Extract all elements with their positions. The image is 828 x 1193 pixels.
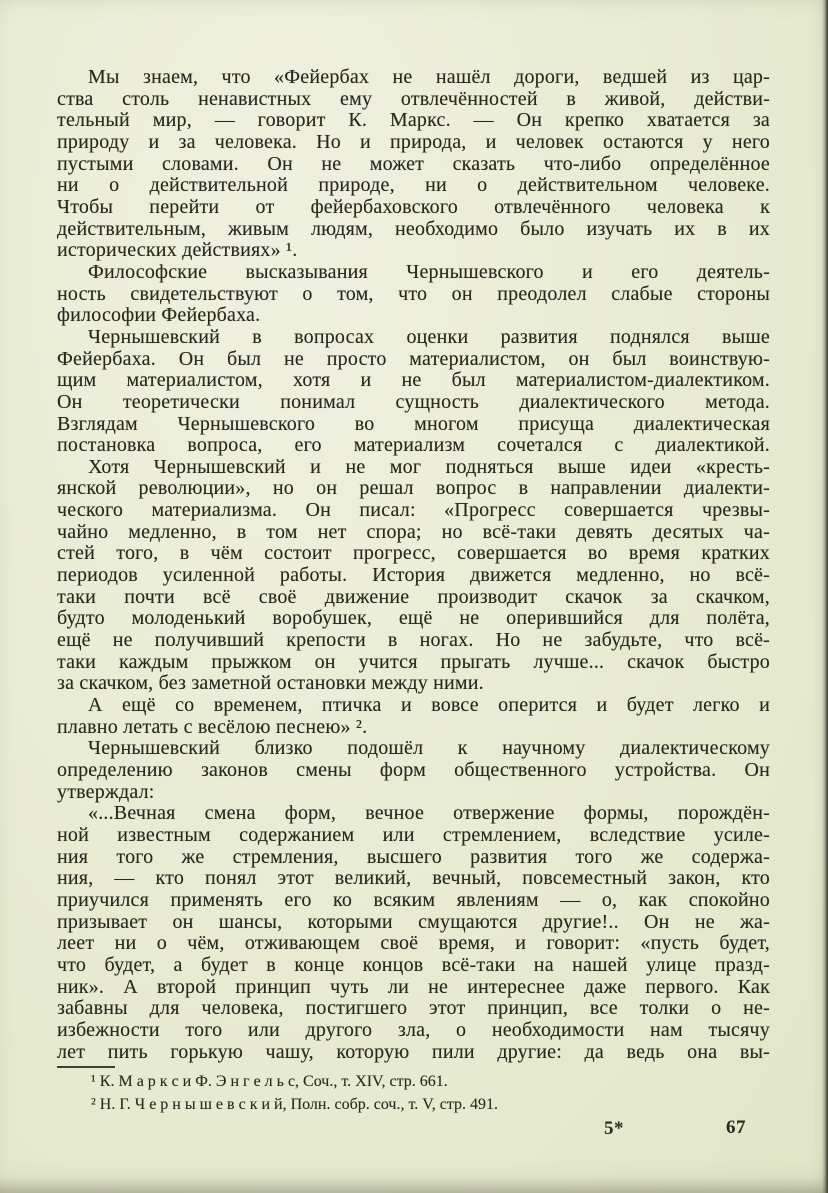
- text-line: Хотя Чернышевский и не мог подняться выше идеи «кресть-: [88, 455, 770, 478]
- text-line: ещё не получивший крепости в ногах. Но не забудьте, что всё-: [57, 629, 770, 652]
- text-line: приучился применять его ко всяким явлениям — о, как спокойно: [57, 888, 770, 911]
- paragraph: [57, 738, 770, 803]
- text-line: стей того, в чём состоит прогресс, совершается во время кратких: [57, 542, 770, 565]
- text-line: Взглядам Чернышевского во многом присуща диалектическая: [57, 412, 770, 435]
- text-line: периодов усиленной работы. История движется медленно, но всё-: [57, 564, 770, 587]
- text-line: действительным, живым людям, необходимо было изучать их в их: [57, 217, 770, 240]
- text-line: забавны для человека, постигшего этот принцип, все толки о не-: [57, 997, 770, 1020]
- footnote-divider: [57, 1066, 115, 1068]
- text-line: Философские высказывания Чернышевского и его деятель-: [88, 260, 770, 283]
- text-line: утверждал:: [57, 780, 155, 803]
- text-line: Фейербаха. Он был не просто материалистом, он был воинствую-: [57, 347, 770, 370]
- text-line: А ещё со временем, птичка и вовсе оперится и будет легко и: [88, 694, 770, 717]
- text-line: природу и за человека. Но и природа, и человек остаются у него: [57, 130, 770, 153]
- text-line: лет пить горькую чашу, которую пили другие: да ведь она вы-: [57, 1040, 770, 1063]
- body-text: [57, 67, 770, 1063]
- text-line: ник». А второй принцип чуть ли не интереснее даже первого. Как: [57, 975, 770, 998]
- text-line: чайно медленно, в том нет спора; но всё-таки девять десятых ча-: [57, 520, 770, 543]
- text-line: леет ни о чём, отживающем своё время, и говорит: «пусть будет,: [57, 932, 770, 955]
- text-line: за скачком, без заметной остановки между ними.: [57, 672, 484, 695]
- paragraph: [57, 327, 770, 457]
- signature-mark: 5*: [604, 1118, 624, 1139]
- text-line: определению законов смены форм общественного устройства. Он: [57, 759, 770, 781]
- text-line: Мы знаем, что «Фейербах не нашёл дороги, ведшей из цар-: [88, 66, 770, 88]
- paragraph: [57, 695, 770, 738]
- text-line: постановка вопроса, его материализм сочетался с диалектикой.: [57, 434, 770, 457]
- scan-bottom-shadow: [0, 1177, 828, 1193]
- text-line: Чтобы перейти от фейербаховского отвлечённого человека к: [57, 195, 770, 218]
- text-line: таки каждым прыжком он учится прыгать лучше... скачок быстро: [57, 650, 770, 673]
- text-line: ства столь ненавистных ему отвлечённостей в живой, действи-: [57, 87, 770, 110]
- text-line: щим материалистом, хотя и не был материалистом-диалектиком.: [57, 369, 770, 392]
- text-line: ной известным содержанием или стремлением, вследствие усиле-: [57, 823, 770, 846]
- text-line: философии Фейербаха.: [57, 304, 261, 327]
- text-line: будто молоденький воробушек, ещё не оперившийся для полёта,: [57, 607, 770, 630]
- footnote-2: ² Н. Г. Ч е р н ы ш е в с к и й, Полн. собр. соч., т. V, стр. 491.: [91, 1095, 499, 1113]
- text-line: ни о действительной природе, ни о действительном человеке.: [57, 174, 770, 197]
- page-number: 67: [726, 1117, 746, 1138]
- paragraph: [57, 803, 770, 1063]
- text-line: таки почти всё своё движение производит скачок за скачком,: [57, 585, 770, 608]
- text-line: Он теоретически понимал сущность диалектического метода.: [57, 390, 770, 413]
- text-line: ческого материализма. Он писал: «Прогресс совершается чрезвы-: [57, 499, 770, 522]
- footnote-1: ¹ К. М а р к с и Ф. Э н г е л ь с, Соч., т. XIV, стр. 661.: [91, 1073, 448, 1090]
- paragraph: [57, 262, 770, 327]
- text-line: плавно летать с весёлою песнею» ².: [57, 715, 368, 738]
- text-line: ния того же стремления, высшего развития того же содержа-: [57, 845, 770, 868]
- paragraph: [57, 67, 770, 262]
- text-line: Чернышевский в вопросах оценки развития поднялся выше: [88, 325, 770, 348]
- text-line: пустыми словами. Он не может сказать что-либо определённое: [57, 152, 770, 175]
- text-line: тельный мир, — говорит К. Маркс. — Он крепко хватается за: [57, 109, 770, 132]
- text-line: янской революции», но он решал вопрос в направлении диалекти-: [57, 477, 770, 500]
- text-line: исторических действиях» ¹.: [57, 239, 298, 262]
- text-line: ния, — кто понял этот великий, вечный, повсеместный закон, кто: [57, 867, 770, 890]
- text-line: «...Вечная смена форм, вечное отвержение формы, порождён-: [88, 802, 770, 825]
- footnotes: [57, 1071, 770, 1116]
- paragraph: [57, 457, 770, 695]
- text-line: избежности того или другого зла, о необходимости нам тысячу: [57, 1018, 770, 1041]
- text-line: Чернышевский близко подошёл к научному диалектическому: [88, 737, 770, 760]
- text-line: ность свидетельствуют о том, что он преодолел слабые стороны: [57, 282, 770, 305]
- scan-edge-shadow: [822, 0, 828, 1193]
- text-line: призывает он шансы, которыми смущаются другие!.. Он не жа-: [57, 910, 770, 933]
- text-line: что будет, а будет в конце концов всё-таки на нашей улице празд-: [57, 953, 770, 976]
